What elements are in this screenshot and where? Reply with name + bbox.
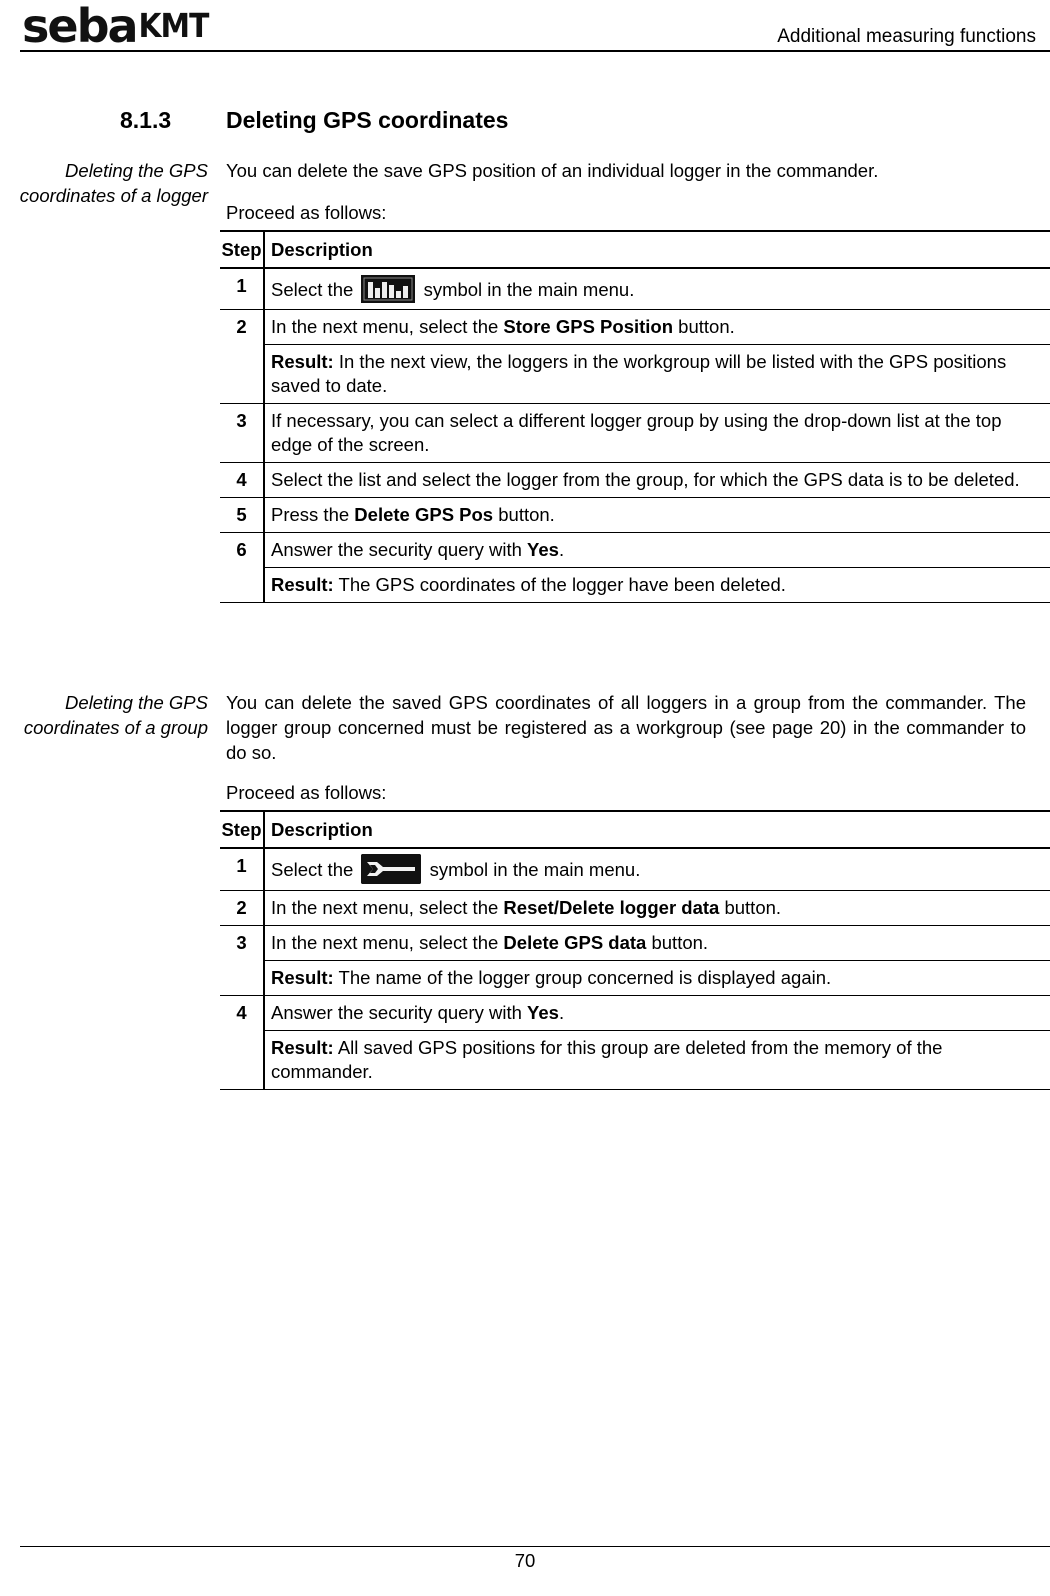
step-text: In the next menu, select the [271, 932, 499, 954]
header-divider [20, 50, 1050, 52]
step-text: Answer the security query with [271, 539, 522, 561]
result-label: Result: [271, 1037, 334, 1059]
logger-steps-table [220, 230, 1050, 603]
header-step: Step [220, 811, 264, 848]
wrench-icon [361, 854, 421, 884]
step-number: 3 [220, 926, 264, 996]
margin-note-line: Deleting the GPS [65, 160, 208, 181]
logo-seba: seba [22, 0, 137, 53]
group-intro: You can delete the saved GPS coordinates of all loggers in a group from the commander. The logger group concerned must be registered as a workgroup (see page 20) in the commander to do so. [226, 692, 1026, 763]
answer-reference: Yes [527, 1002, 559, 1024]
margin-note-line: coordinates of a group [23, 717, 208, 738]
table-row [220, 891, 1050, 926]
step-text: button. [498, 504, 555, 526]
table-row [220, 568, 1050, 603]
step-number: 2 [220, 310, 264, 404]
section-title: Deleting GPS coordinates [226, 107, 509, 133]
table-row [220, 345, 1050, 404]
table-header-row [220, 811, 1050, 848]
table-row [220, 848, 1050, 891]
step-result [264, 1031, 1050, 1090]
step-number: 5 [220, 498, 264, 533]
table-row [220, 463, 1050, 498]
step-text: In the next menu, select the [271, 897, 499, 919]
result-label: Result: [271, 351, 334, 373]
step-text: button. [651, 932, 709, 954]
step-number: 3 [220, 404, 264, 463]
button-reference: Reset/Delete logger data [503, 897, 720, 919]
step-description [264, 310, 1050, 345]
step-number: 1 [220, 848, 264, 891]
result-text: In the next view, the loggers in the workgroup will be listed with the GPS positions saved to date. [271, 351, 1007, 397]
step-text: button. [678, 316, 735, 338]
step-description [264, 498, 1050, 533]
result-text: The GPS coordinates of the logger have been deleted. [338, 574, 786, 596]
answer-reference: Yes [527, 539, 559, 561]
table-header-row [220, 231, 1050, 268]
step-description [264, 891, 1050, 926]
step-number: 1 [220, 268, 264, 310]
step-description [264, 848, 1050, 891]
result-text: The name of the logger group concerned is displayed again. [338, 967, 832, 989]
button-reference: Delete GPS Pos [354, 504, 494, 526]
logo [22, 0, 209, 53]
margin-note-logger [20, 158, 208, 208]
step-description: If necessary, you can select a different logger group by using the drop-down list at the top edge of the screen. [264, 404, 1050, 463]
step-number: 6 [220, 533, 264, 603]
margin-note-line: Deleting the GPS [65, 692, 208, 713]
margin-note-line: coordinates of a logger [19, 185, 208, 206]
step-text: Press the [271, 504, 350, 526]
step-text: Select the [271, 859, 354, 880]
step-text: Select the [271, 279, 354, 300]
step-text: In the next menu, select the [271, 316, 499, 338]
table-row [220, 310, 1050, 345]
step-result [264, 345, 1050, 404]
margin-note-group [24, 690, 208, 740]
table-row [220, 268, 1050, 310]
button-reference: Delete GPS data [503, 932, 647, 954]
step-number: 4 [220, 463, 264, 498]
logger-proceed: Proceed as follows: [226, 202, 387, 223]
result-text: All saved GPS positions for this group are deleted from the memory of the commander. [271, 1037, 943, 1083]
header-step: Step [220, 231, 264, 268]
step-number: 4 [220, 996, 264, 1090]
step-number: 2 [220, 891, 264, 926]
header-title: Additional measuring functions [777, 26, 1036, 47]
step-text: . [558, 1002, 565, 1024]
table-row [220, 404, 1050, 463]
step-text: Answer the security query with [271, 1002, 522, 1024]
section-number: 8.1.3 [120, 107, 172, 133]
step-result [264, 961, 1050, 996]
group-steps-table [220, 810, 1050, 1090]
logo-kmt: KMT [138, 6, 209, 45]
table-row [220, 926, 1050, 961]
footer-divider [20, 1546, 1050, 1547]
group-proceed: Proceed as follows: [226, 782, 387, 803]
table-row [220, 961, 1050, 996]
table-row [220, 996, 1050, 1031]
step-text: symbol in the main menu. [429, 859, 641, 880]
page-number: 70 [514, 1550, 536, 1571]
step-text: symbol in the main menu. [423, 279, 635, 300]
table-row [220, 498, 1050, 533]
table-row [220, 1031, 1050, 1090]
button-reference: Store GPS Position [503, 316, 674, 338]
result-label: Result: [271, 967, 334, 989]
step-result [264, 568, 1050, 603]
step-description [264, 533, 1050, 568]
header-description: Description [264, 811, 1050, 848]
step-description [264, 926, 1050, 961]
step-text: . [558, 539, 565, 561]
bar-chart-icon [361, 275, 415, 303]
result-label: Result: [271, 574, 334, 596]
table-row [220, 533, 1050, 568]
step-description [264, 996, 1050, 1031]
step-description: Select the list and select the logger from the group, for which the GPS data is to be deleted. [264, 463, 1050, 498]
step-text: button. [724, 897, 782, 919]
logger-intro: You can delete the save GPS position of an individual logger in the commander. [226, 160, 879, 181]
step-description [264, 268, 1050, 310]
header-description: Description [264, 231, 1050, 268]
